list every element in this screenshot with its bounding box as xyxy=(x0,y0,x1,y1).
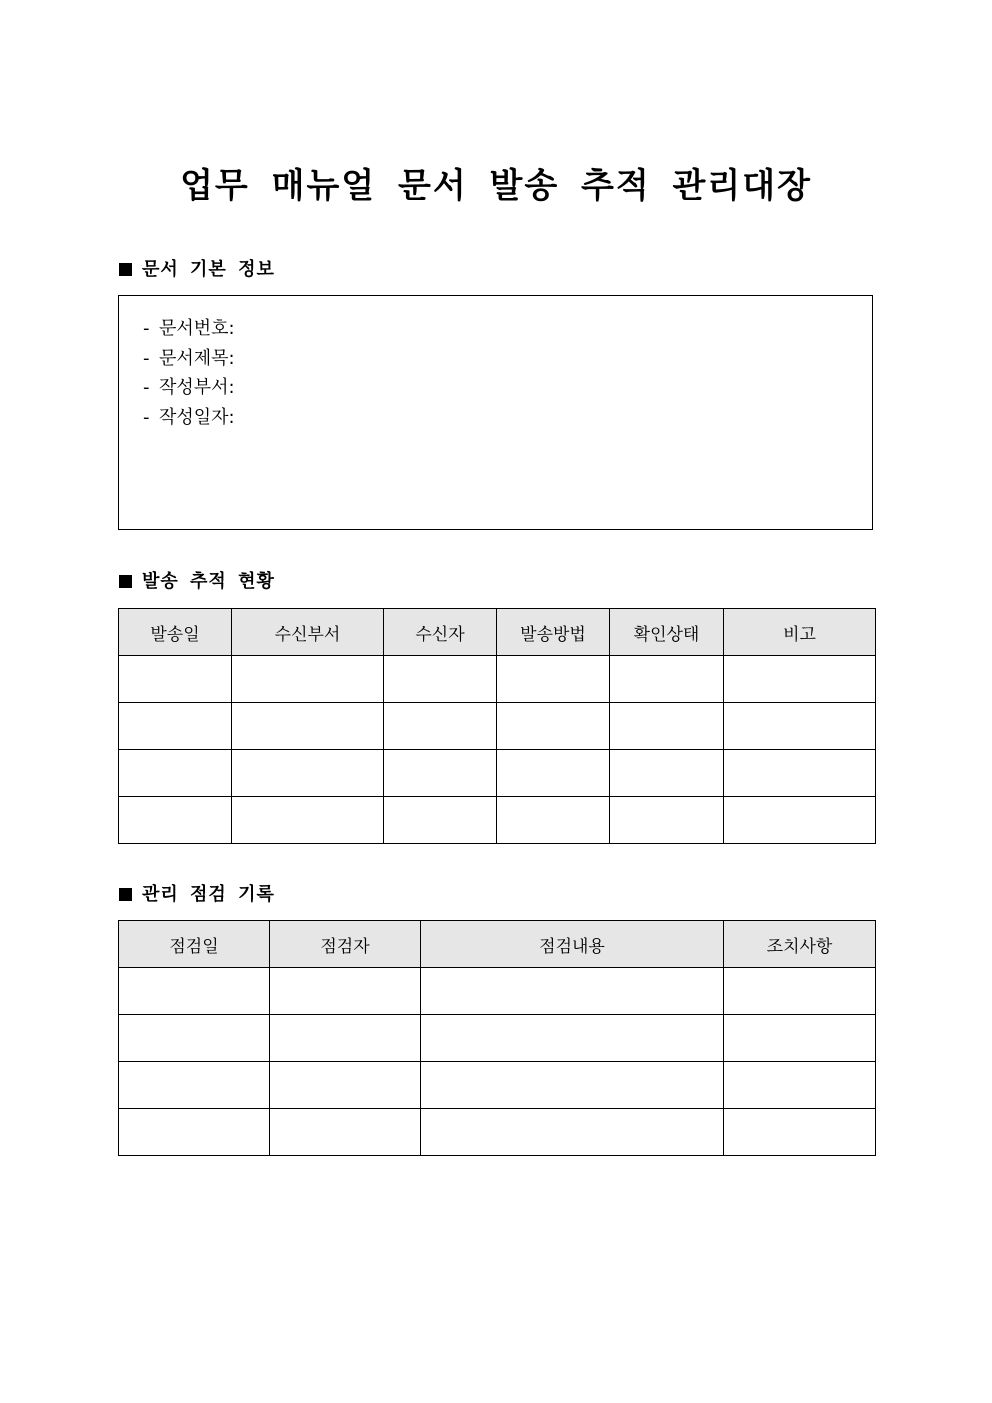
table-cell[interactable] xyxy=(421,1015,724,1062)
table-cell[interactable] xyxy=(270,1109,421,1156)
column-header: 점검일 xyxy=(119,921,270,968)
column-header: 수신부서 xyxy=(232,609,384,656)
table-cell[interactable] xyxy=(384,703,497,750)
column-header: 점검내용 xyxy=(421,921,724,968)
table-row xyxy=(119,797,876,844)
column-header: 점검자 xyxy=(270,921,421,968)
table-cell[interactable] xyxy=(724,656,876,703)
table-cell[interactable] xyxy=(232,656,384,703)
table-cell[interactable] xyxy=(497,797,610,844)
table-cell[interactable] xyxy=(270,968,421,1015)
table-cell[interactable] xyxy=(610,703,724,750)
table-cell[interactable] xyxy=(610,750,724,797)
table-cell[interactable] xyxy=(119,656,232,703)
table-row xyxy=(119,1109,876,1156)
table-cell[interactable] xyxy=(724,1062,876,1109)
section-heading-inspection xyxy=(119,883,275,907)
table-cell[interactable] xyxy=(497,656,610,703)
table-cell[interactable] xyxy=(724,750,876,797)
basic-info-box xyxy=(118,295,873,530)
table-cell[interactable] xyxy=(270,1062,421,1109)
table-cell[interactable] xyxy=(270,1015,421,1062)
square-bullet-icon xyxy=(119,575,132,588)
square-bullet-icon xyxy=(119,263,132,276)
field-created-date: - 작성일자: xyxy=(143,406,235,428)
table-row xyxy=(119,1015,876,1062)
field-document-title: - 문서제목: xyxy=(143,347,235,369)
table-cell[interactable] xyxy=(384,750,497,797)
document-title: 업무 매뉴얼 문서 발송 추적 관리대장 xyxy=(180,166,812,206)
table-header-row xyxy=(119,609,876,656)
column-header: 비고 xyxy=(724,609,876,656)
table-cell[interactable] xyxy=(724,1109,876,1156)
table-cell[interactable] xyxy=(119,750,232,797)
table-cell[interactable] xyxy=(119,1015,270,1062)
section-heading-label: 관리 점검 기록 xyxy=(142,884,275,905)
table-cell[interactable] xyxy=(724,968,876,1015)
column-header: 조치사항 xyxy=(724,921,876,968)
field-author-department: - 작성부서: xyxy=(143,377,235,398)
field-label: 문서번호: xyxy=(159,318,235,339)
table-cell[interactable] xyxy=(119,703,232,750)
table-row xyxy=(119,703,876,750)
table-cell[interactable] xyxy=(724,797,876,844)
table-cell[interactable] xyxy=(384,656,497,703)
square-bullet-icon xyxy=(119,888,132,901)
table-cell[interactable] xyxy=(610,656,724,703)
field-document-number: - 문서번호: xyxy=(143,318,235,339)
table-cell[interactable] xyxy=(610,797,724,844)
table-cell[interactable] xyxy=(421,968,724,1015)
table-cell[interactable] xyxy=(724,1015,876,1062)
table-cell[interactable] xyxy=(497,750,610,797)
table-cell[interactable] xyxy=(119,1109,270,1156)
table-row xyxy=(119,1062,876,1109)
inspection-table xyxy=(118,920,876,1156)
field-label: 작성부서: xyxy=(159,377,235,398)
dispatch-table xyxy=(118,608,876,844)
basic-info-list xyxy=(119,296,872,432)
table-row xyxy=(119,656,876,703)
table-header-row xyxy=(119,921,876,968)
field-label: 문서제목: xyxy=(159,347,235,369)
table-cell[interactable] xyxy=(421,1062,724,1109)
table-cell[interactable] xyxy=(119,1062,270,1109)
table-cell[interactable] xyxy=(232,797,384,844)
table-cell[interactable] xyxy=(232,750,384,797)
table-cell[interactable] xyxy=(119,968,270,1015)
section-heading-label: 발송 추적 현황 xyxy=(142,571,275,592)
section-heading-label: 문서 기본 정보 xyxy=(142,259,275,280)
table-cell[interactable] xyxy=(384,797,497,844)
section-heading-dispatch xyxy=(119,570,275,594)
table-cell[interactable] xyxy=(421,1109,724,1156)
table-cell[interactable] xyxy=(497,703,610,750)
column-header: 발송일 xyxy=(119,609,232,656)
section-heading-basic-info xyxy=(119,258,275,282)
column-header: 수신자 xyxy=(384,609,497,656)
table-row xyxy=(119,968,876,1015)
table-cell[interactable] xyxy=(232,703,384,750)
table-cell[interactable] xyxy=(724,703,876,750)
table-cell[interactable] xyxy=(119,797,232,844)
column-header: 확인상태 xyxy=(610,609,724,656)
column-header: 발송방법 xyxy=(497,609,610,656)
field-label: 작성일자: xyxy=(159,406,235,428)
table-row xyxy=(119,750,876,797)
